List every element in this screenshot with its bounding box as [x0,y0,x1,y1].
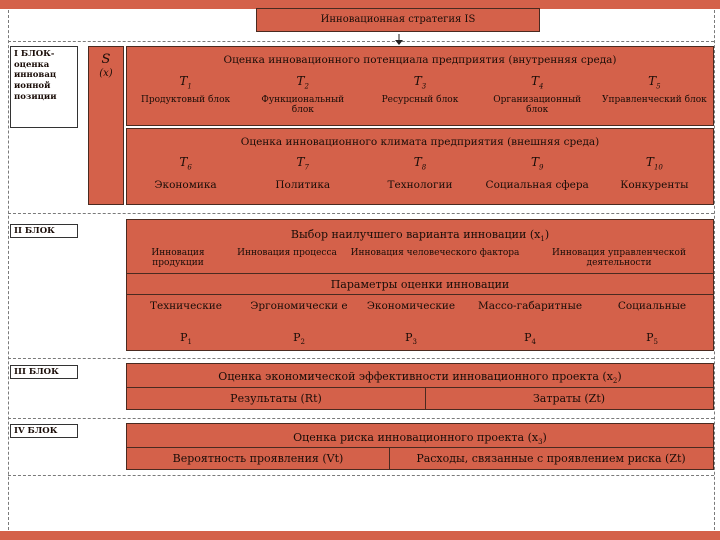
factor-name: Управленческий блок [602,95,707,105]
factor-name: Организационный блок [493,95,582,116]
probability-label: Вероятность проявления (Vt) [172,452,344,465]
dashed-divider [8,475,714,476]
param-symbol: $P_3$ [405,331,417,347]
param-symbol: $P_5$ [646,331,658,347]
block1-label: I БЛОК-оценка инновац ионной позиции [10,46,78,128]
factor-symbol: $T_3$ [413,74,427,91]
dashed-divider [8,418,714,419]
factor-symbol: $T_{10}$ [645,155,663,172]
factor-symbol: $T_5$ [648,74,661,91]
best-option-box [126,219,714,351]
external-env-box [126,128,714,205]
factor-name: Продуктовый блок [141,95,231,105]
best-option-title: Выбор наилучшего варианта инновации $(x_1)$ [290,228,550,244]
external-env-title: Оценка инновационного климата предприятия (внешняя среда) [240,136,600,148]
factor-name: Конкуренты [620,179,689,191]
factor-name: Ресурсный блок [381,95,459,105]
strategy-title: Инновационная стратегия IS [320,14,476,25]
param-name: Социальные [617,300,687,312]
innovation-type: Инновация продукции [151,248,205,269]
factor-symbol: $T_2$ [296,74,310,91]
factor-name: Экономика [154,179,217,191]
innovation-type: Инновация человеческого фактора [350,248,520,258]
param-symbol: $P_2$ [293,331,305,347]
risk-box [126,423,714,470]
risk-title: Оценка риска инновационного проекта $(x_3)$ [293,431,547,447]
factor-name: Социальная сфера [485,179,589,191]
param-name: Экономические [366,300,456,312]
dashed-right-edge [714,10,715,530]
factor-symbol: $T_8$ [413,155,427,172]
factor-symbol: $T_9$ [530,155,544,172]
costs-label: Затраты (Zt) [532,392,606,405]
param-name: Технические [150,300,222,312]
factor-symbol: $T_4$ [530,74,544,91]
param-name: Эргономически е [250,300,348,312]
innovation-type: Инновация управленческой деятельности [552,248,686,269]
factor-name: Функциональный блок [261,95,345,116]
results-label: Результаты (Rt) [230,392,322,405]
internal-env-title: Оценка инновационного потенциала предприятия (внутренняя среда) [223,54,617,66]
dashed-left-edge [8,10,9,530]
dashed-divider [8,41,714,42]
factor-symbol: $T_6$ [179,155,192,172]
block3-label: III БЛОК [10,365,78,379]
block4-label: IV БЛОК [10,424,78,438]
param-symbol: $P_1$ [180,331,192,347]
s-box [88,46,124,205]
params-separator [127,273,713,274]
efficiency-separator [127,387,713,388]
efficiency-title: Оценка экономической эффективности инновационного проекта $(x_2)$ [218,370,622,386]
params-title: Параметры оценки инновации [330,278,510,291]
block2-label: II БЛОК [10,224,78,238]
arrow-icon [394,31,404,43]
factor-symbol: $T_1$ [179,74,192,91]
param-name: Массо-габаритные [477,300,583,312]
factor-symbol: $T_7$ [296,155,310,172]
factor-name: Технологии [387,179,453,191]
dashed-divider [8,358,714,359]
params-separator [127,294,713,295]
factor-name: Политика [275,179,331,191]
s-subscript: (x) [99,68,113,79]
param-symbol: $P_4$ [524,331,536,347]
innovation-type: Инновация процесса [237,248,337,258]
bottom-stripe [0,531,720,540]
internal-env-box [126,46,714,126]
risk-expenses-label: Расходы, связанные с проявлением риска (Zt) [416,452,686,465]
s-symbol: S [101,52,111,67]
dashed-divider [8,213,714,214]
strategy-title-box [256,8,540,32]
risk-separator [127,447,713,448]
efficiency-box [126,363,714,410]
